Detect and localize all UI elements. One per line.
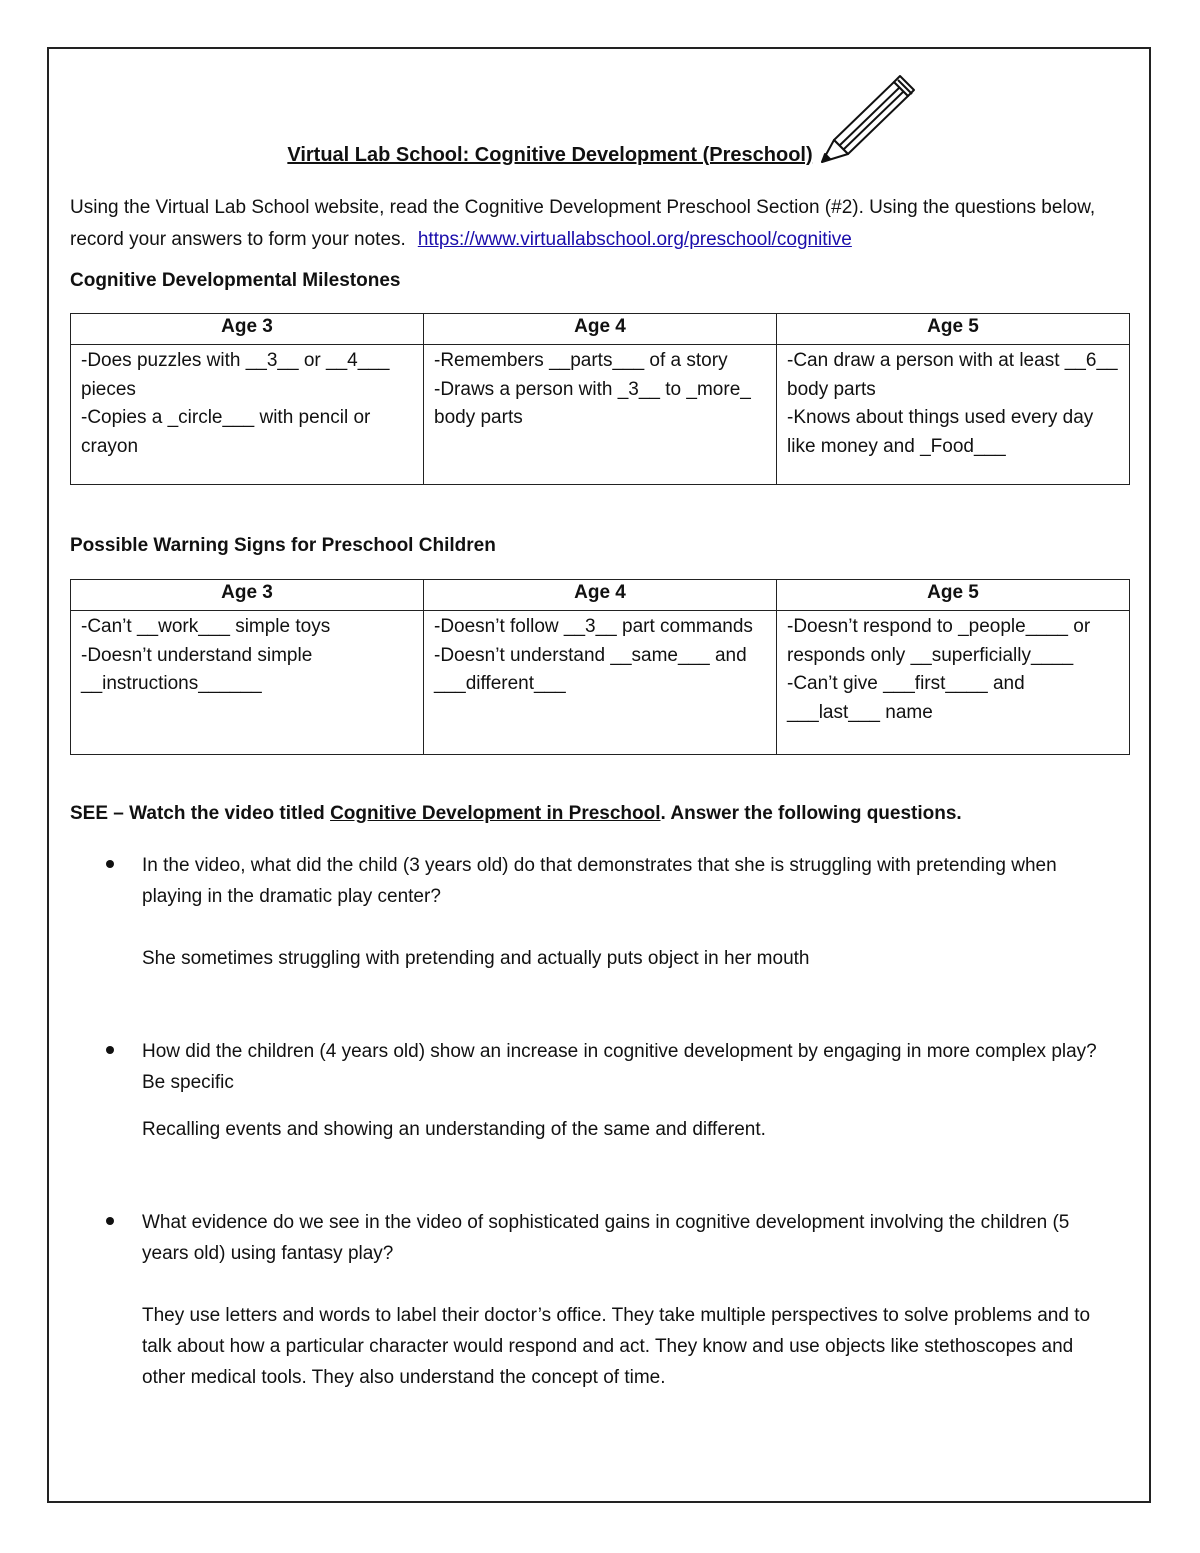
milestone-item: -Does puzzles with __3__ or __4___ pieces xyxy=(81,350,390,400)
warning-cell-age3 xyxy=(71,611,424,755)
warning-item: -Doesn’t understand simple __instructions______ xyxy=(81,644,313,694)
milestones-header-age5: Age 5 xyxy=(777,314,1130,345)
warning-header-age5: Age 5 xyxy=(777,580,1130,611)
milestones-cell-age4 xyxy=(424,345,777,485)
warning-item: -Doesn’t respond to _people____ or responds only __superficially____ xyxy=(787,616,1091,666)
milestones-heading: Cognitive Developmental Milestones xyxy=(70,270,401,291)
milestones-table xyxy=(70,313,1130,485)
intro-text: Using the Virtual Lab School website, read the Cognitive Development Preschool Section (#2). Using the questions below, record your answers to form your notes. xyxy=(70,197,1096,250)
see-suffix: . Answer the following questions. xyxy=(660,803,962,824)
bullet-icon xyxy=(106,1217,114,1225)
warning-header-row xyxy=(71,580,1130,611)
page-title: Virtual Lab School: Cognitive Development (Preschool) xyxy=(287,144,813,166)
question-text: In the video, what did the child (3 years old) do that demonstrates that she is struggling with pretending when playing in the dramatic play center? xyxy=(142,855,1057,907)
milestone-item: -Can draw a person with at least __6__ body parts xyxy=(787,350,1118,400)
milestone-item: -Remembers __parts___ of a story xyxy=(434,350,728,371)
question-text: What evidence do we see in the video of sophisticated gains in cognitive development involving the children (5 years old) using fantasy play? xyxy=(142,1212,1070,1264)
milestone-item: -Copies a _circle___ with pencil or crayon xyxy=(81,407,371,457)
milestones-header-age4: Age 4 xyxy=(424,314,777,345)
milestones-header-row xyxy=(71,314,1130,345)
warning-cell-age5 xyxy=(777,611,1130,755)
warning-cell-age4 xyxy=(424,611,777,755)
warning-item: -Doesn’t understand __same___ and ___different___ xyxy=(434,644,747,694)
milestones-row xyxy=(71,345,1130,485)
question-item xyxy=(70,1207,1130,1393)
intro-paragraph xyxy=(70,192,1130,256)
video-title: Cognitive Development in Preschool xyxy=(330,803,661,824)
answer-text: She sometimes struggling with pretending and actually puts object in her mouth xyxy=(142,948,810,969)
milestone-item: -Knows about things used every day like money and _Food___ xyxy=(787,407,1094,457)
milestones-cell-age5 xyxy=(777,345,1130,485)
warning-table xyxy=(70,579,1130,755)
warning-item: -Can’t __work___ simple toys xyxy=(81,616,331,637)
question-text: How did the children (4 years old) show an increase in cognitive development by engaging in more complex play? Be specific xyxy=(142,1041,1097,1093)
question-item xyxy=(70,850,1130,974)
warning-heading: Possible Warning Signs for Preschool Children xyxy=(70,535,496,556)
answer-text: They use letters and words to label their doctor’s office. They take multiple perspectives to solve problems and to talk about how a particular character would respond and act. They know and use objects like stethoscopes and other medical tools. They also understand the concept of time. xyxy=(142,1305,1091,1388)
bullet-icon xyxy=(106,860,114,868)
warning-header-age4: Age 4 xyxy=(424,580,777,611)
milestones-header-age3: Age 3 xyxy=(71,314,424,345)
bullet-icon xyxy=(106,1046,114,1054)
warning-header-age3: Age 3 xyxy=(71,580,424,611)
milestones-cell-age3 xyxy=(71,345,424,485)
answer-text: Recalling events and showing an understanding of the same and different. xyxy=(142,1119,766,1140)
resource-link[interactable]: https://www.virtuallabschool.org/preschool/cognitive xyxy=(417,229,852,250)
warning-item: -Doesn’t follow __3__ part commands xyxy=(434,616,753,637)
question-item xyxy=(70,1036,1130,1145)
milestone-item: -Draws a person with _3__ to _more_ body parts xyxy=(434,378,751,428)
pencil-icon xyxy=(816,70,920,166)
warning-item: -Can’t give ___first____ and ___last___ name xyxy=(787,673,1025,723)
see-instructions xyxy=(70,803,962,825)
see-prefix: SEE – Watch the video titled xyxy=(70,803,331,824)
warning-row xyxy=(71,611,1130,755)
